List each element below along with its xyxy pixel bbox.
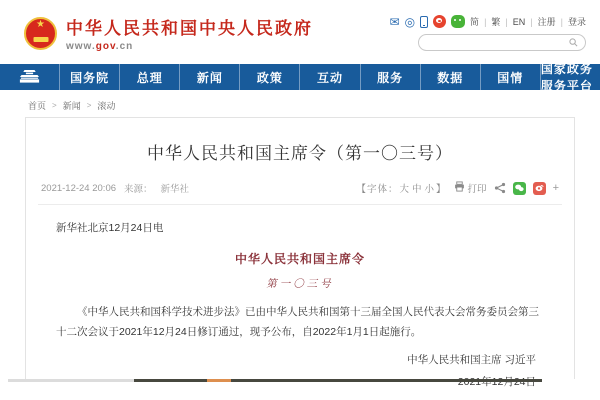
search-box[interactable]	[418, 34, 586, 51]
lang-simplified-link[interactable]: 简	[470, 17, 480, 27]
nav-item-xinwen[interactable]: 新闻	[179, 64, 239, 90]
search-icon[interactable]	[569, 34, 578, 52]
nav-item-shuju[interactable]: 数据	[420, 64, 480, 90]
bottom-edge-orange-segment	[207, 379, 231, 382]
site-url-gov: gov	[95, 41, 116, 52]
breadcrumb-separator: >	[52, 101, 57, 110]
site-url-suffix: .cn	[115, 41, 134, 52]
nav-item-zongli[interactable]: 总理	[119, 64, 179, 90]
share-more-button[interactable]: +	[552, 182, 559, 194]
font-size-label-close: 】	[436, 184, 447, 195]
font-size-small[interactable]: 小	[424, 184, 436, 195]
main-nav	[0, 62, 600, 93]
link-separator: |	[505, 16, 508, 27]
article-container	[25, 117, 575, 379]
font-size-large[interactable]: 大	[399, 184, 410, 195]
emblem-gate-icon	[33, 37, 48, 42]
print-button[interactable]	[454, 181, 487, 195]
site-title: 中华人民共和国中央人民政府	[66, 19, 313, 38]
source-label: 来源：	[124, 184, 153, 195]
mobile-icon[interactable]	[420, 16, 428, 28]
register-link[interactable]: 注册	[537, 17, 556, 27]
quick-links-row	[390, 15, 587, 28]
breadcrumb-home[interactable]: 首页	[28, 101, 47, 111]
mail-icon[interactable]: ✉	[389, 14, 400, 29]
bottom-edge-dark-segment	[134, 379, 542, 382]
nav-item-guoqing[interactable]: 国情	[480, 64, 540, 90]
article-paragraph: 《中华人民共和国科学技术进步法》已由中华人民共和国第十三届全国人民代表大会常务委员会第三十二次会议于2021年12月24日修订通过，现予公布，自2022年1月1日起施行。	[56, 306, 539, 339]
dateline: 新华社北京12月24日电	[56, 222, 164, 234]
breadcrumb-news[interactable]: 新闻	[62, 101, 81, 111]
nav-item-hudong[interactable]: 互动	[299, 64, 359, 90]
nav-home-button[interactable]	[0, 64, 59, 90]
site-url	[66, 41, 313, 52]
print-label: 打印	[467, 184, 487, 195]
decree-title: 中华人民共和国主席令	[234, 252, 365, 266]
bottom-edge-light-segment	[8, 379, 134, 382]
font-size-medium[interactable]: 中	[412, 184, 423, 195]
share-icon[interactable]	[494, 182, 506, 194]
wechat-share-icon[interactable]	[513, 182, 526, 195]
subscribe-icon[interactable]: ◎	[404, 14, 416, 29]
signature-line: 中华人民共和国主席 习近平	[407, 353, 536, 366]
lang-traditional-link[interactable]: 繁	[491, 17, 501, 27]
emblem-star-icon: ★	[36, 18, 45, 30]
breadcrumb-rolling[interactable]: 滚动	[97, 101, 116, 111]
page-bottom-edge	[0, 379, 600, 382]
article-body	[38, 205, 562, 389]
site-header	[0, 0, 600, 64]
login-link[interactable]: 登录	[567, 17, 586, 27]
article-meta-left	[41, 181, 189, 195]
tiananmen-icon	[17, 69, 42, 86]
weibo-icon[interactable]	[433, 15, 446, 28]
link-separator: |	[530, 16, 533, 27]
wechat-icon[interactable]	[451, 15, 465, 28]
nav-item-fuwu[interactable]: 服务	[360, 64, 420, 90]
breadcrumb	[0, 90, 600, 119]
nav-item-zhengwu-platform[interactable]: 国家政务服务平台	[540, 64, 600, 90]
decree-number: 第一〇三号	[266, 278, 334, 290]
article-title: 中华人民共和国主席令（第一〇三号）	[147, 144, 453, 163]
site-brand[interactable]	[24, 14, 313, 52]
site-url-prefix: www.	[66, 41, 96, 52]
brand-text	[66, 14, 313, 52]
nav-item-zhengce[interactable]: 政策	[239, 64, 299, 90]
header-right	[390, 15, 587, 51]
national-emblem-icon	[24, 17, 57, 50]
weibo-share-icon[interactable]	[533, 182, 546, 195]
nav-item-guowuyuan[interactable]: 国务院	[59, 64, 119, 90]
article-meta-row	[38, 181, 562, 205]
breadcrumb-separator: >	[86, 101, 92, 110]
article-meta-right	[356, 181, 559, 195]
publish-date: 2021-12-24 20:06	[41, 182, 117, 194]
link-separator: |	[560, 16, 563, 27]
font-size-label: 【字体：	[356, 184, 399, 195]
printer-icon	[454, 181, 465, 195]
search-input[interactable]	[426, 38, 569, 48]
font-size-widget	[356, 181, 446, 195]
lang-en-link[interactable]: EN	[512, 16, 526, 27]
link-separator: |	[484, 16, 487, 27]
source-link[interactable]: 新华社	[160, 184, 190, 195]
